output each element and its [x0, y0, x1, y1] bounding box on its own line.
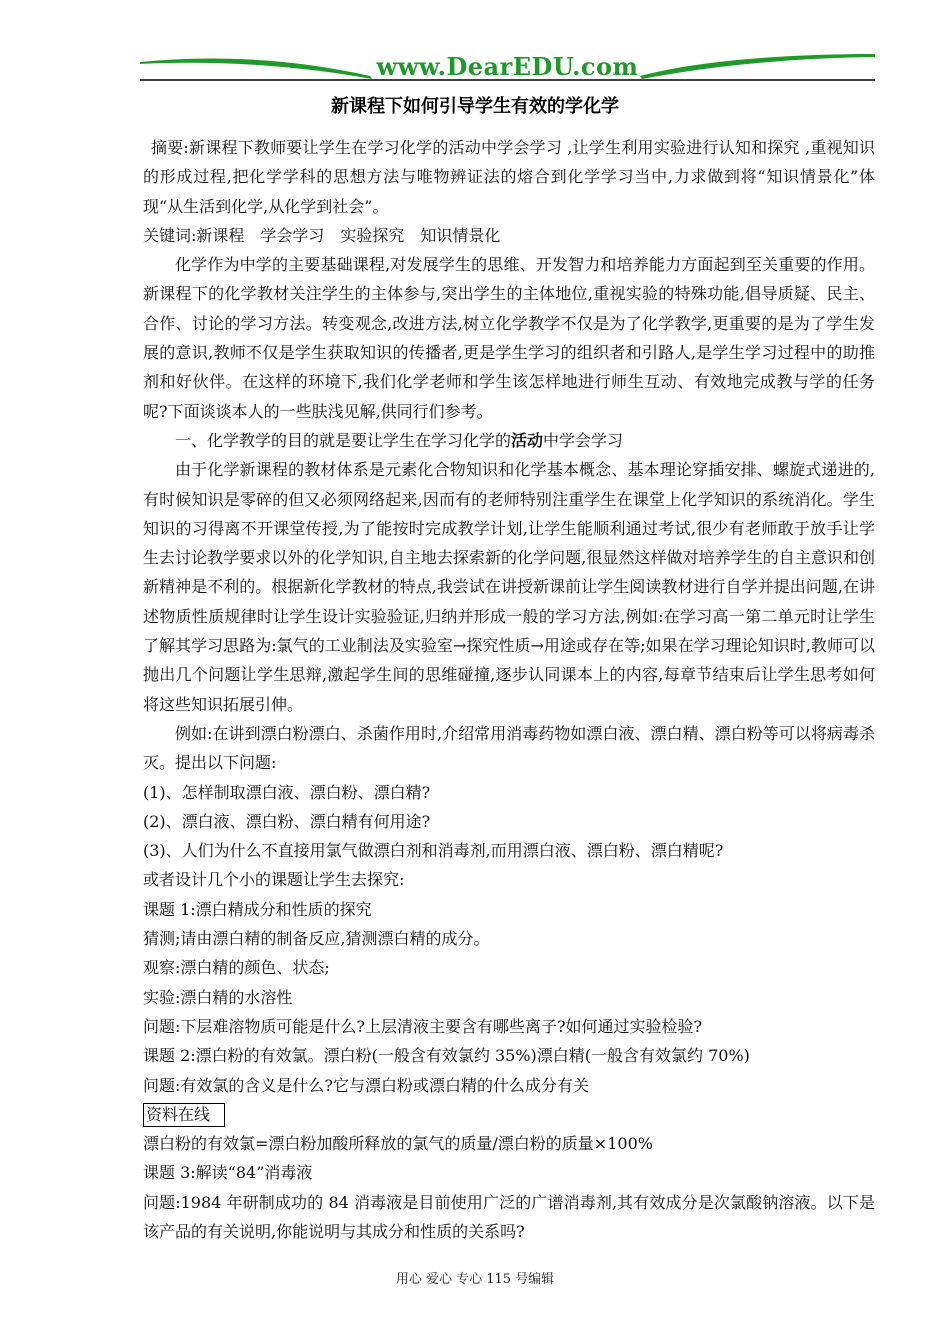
observe-line: 观察:漂白精的颜色、状态; — [143, 958, 330, 978]
question-line-3: (3)、人们为什么不直接用氯气做漂白剂和消毒剂,而用漂白液、漂白粉、漂白精呢? — [143, 841, 724, 861]
guess-line: 猜测;请由漂白精的制备反应,猜测漂白精的成分。 — [143, 929, 490, 949]
topic-3-line: 课题 3:解读“84”消毒液 — [143, 1163, 313, 1183]
site-header-banner — [140, 50, 875, 82]
info-box-line — [143, 1100, 875, 1129]
body-paragraph-2: 由于化学新课程的教材体系是元素化合物知识和化学基本概念、基本理论穿插安排、螺旋式递进的,有时候知识是零碎的但又必须网络起来,因而有的老师特别注重学生在课堂上化学知识的系统消化。学生知识的习得离不开课堂传授,为了能按时完成教学计划,让学生能顺利通过考试,很少有老师敢于放手让学生去讨论教学要求以外的化学知识,自主地去探索新的化学问题,很显然这样做对培养学生的自主意识和创新精神是不利的。根据新化学教材的特点,我尝试在讲授新课前让学生阅读教材进行自学并提出问题,在讲述物质性质规律时让学生设计实验验证,归纳并形成一般的学习方法,例如:在学习高一第二单元时让学生了解其学习思路为:氯气的工业制法及实验室→探究性质→用途或存在等;如果在学习理论知识时,教师可以抛出几个问题让学生思辩,激起学生间的思维碰撞,逐步认同课本上的内容,每章节结束后让学生思考如何将这些知识拓展引伸。 — [143, 460, 875, 714]
question-line-2: (2)、漂白液、漂白粉、漂白精有何用途? — [143, 811, 431, 831]
abstract-paragraph: 摘要:新课程下教师要让学生在学习化学的活动中学会学习 ,让学生利用实验进行认知和探究 ,重视知识的形成过程,把化学学科的思想方法与唯物辨证法的熔合到化学学习当中,力求做到将“知识情景化”体现“从生活到化学,从化学到社会”。 — [143, 138, 875, 216]
intro-paragraph: 化学作为中学的主要基础课程,对发展学生的思维、开发智力和培养能力方面起到至关重要的作用。新课程下的化学教材关注学生的主体参与,突出学生的主体地位,重视实验的特殊功能,倡导质疑、民主、合作、讨论的学习方法。转变观念,改进方法,树立化学教学不仅是为了化学教学,更重要的是为了学生发展的意识,教师不仅是学生获取知识的传播者,更是学生学习的组织者和引路人,是学生学习过程中的助推剂和好伙伴。在这样的环境下,我们化学老师和学生该怎样地进行师生互动、有效地完成教与学的任务呢?下面谈谈本人的一些肤浅见解,供同行们参考。 — [143, 255, 875, 421]
body-paragraph-3: 例如:在讲到漂白粉漂白、杀菌作用时,介绍常用消毒药物如漂白液、漂白精、漂白粉等可以将病毒杀灭。提出以下问题: — [143, 723, 875, 773]
section-heading-text: 一、化学教学的目的就是要让学生在学习化学的 — [175, 430, 512, 450]
section-heading-1 — [143, 426, 875, 455]
question-line-1: (1)、怎样制取漂白液、漂白粉、漂白精? — [143, 782, 431, 802]
section-heading-tail: 中学会学习 — [543, 430, 624, 450]
topic-2-line: 课题 2:漂白粉的有效氯。漂白粉(一般含有效氯约 35%)漂白精(一般含有效氯约 70%) — [143, 1046, 750, 1066]
problem-line-2: 问题:有效氯的含义是什么?它与漂白粉或漂白精的什么成分有关 — [143, 1075, 589, 1095]
question-3-paragraph: 问题:1984 年研制成功的 84 消毒液是目前使用广泛的广谱消毒剂,其有效成分是次氯酸钠溶液。以下是该产品的有关说明,你能说明与其成分和性质的关系吗? — [143, 1192, 875, 1241]
problem-line-1: 问题:下层难溶物质可能是什么?上层清液主要含有哪些离子?如何通过实验检验? — [143, 1016, 703, 1036]
document-body — [143, 133, 875, 1246]
keywords-line: 关键词:新课程 学会学习 实验探究 知识情景化 — [143, 225, 501, 245]
document-title: 新课程下如何引导学生有效的学化学 — [331, 96, 619, 117]
page-footer: 用心 爱心 专心 115 号编辑 — [395, 1272, 555, 1287]
experiment-line: 实验:漂白精的水溶性 — [143, 987, 293, 1007]
site-url-logo: www.DearEDU.com — [376, 52, 639, 81]
formula-line: 漂白粉的有效氯=漂白粉加酸所释放的氯气的质量/漂白粉的质量×100% — [143, 1134, 653, 1154]
info-box-label: 资料在线 — [143, 1103, 225, 1127]
topic-1-line: 课题 1:漂白精成分和性质的探究 — [143, 899, 372, 919]
section-heading-bold: 活动 — [511, 430, 544, 450]
topic-intro-line: 或者设计几个小的课题让学生去探究: — [143, 870, 405, 890]
